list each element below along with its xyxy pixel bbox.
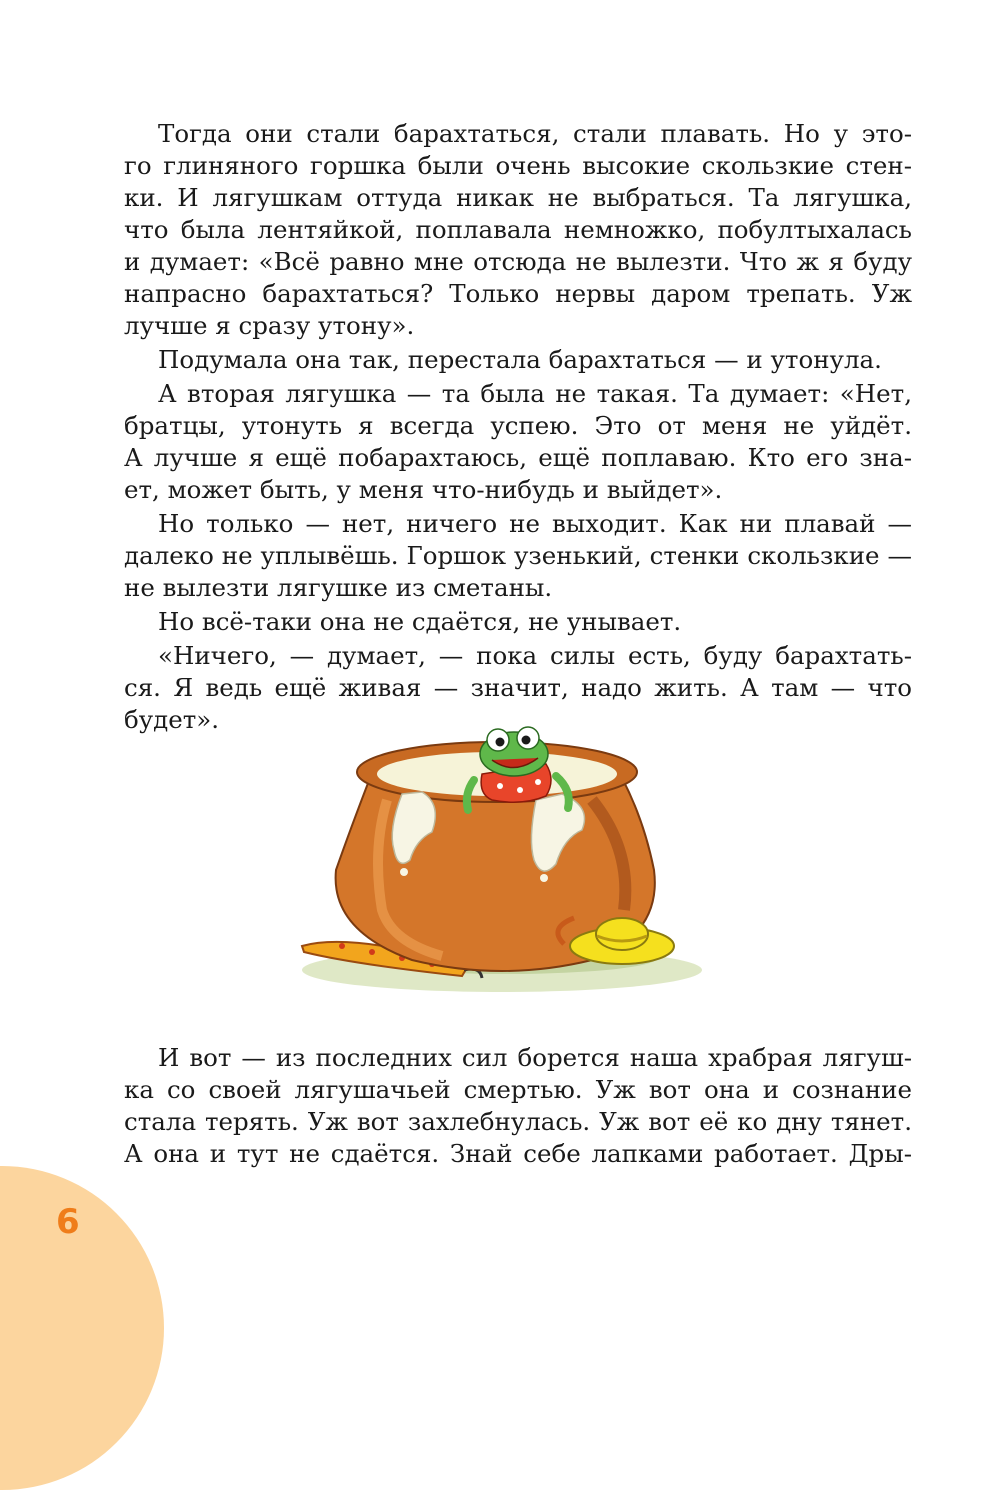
text-line: Но только — нет, ничего не выходит. Как ни плавай — (158, 509, 912, 538)
text-line: И вот — из последних сил борется наша храбрая лягуш- (158, 1043, 912, 1072)
text-line: А она и тут не сдаётся. Знай себе лапками работает. Дры- (124, 1139, 912, 1168)
paragraph (124, 118, 912, 342)
paragraph (124, 378, 912, 506)
text-line: го глиняного горшка были очень высокие скользкие стен- (124, 151, 912, 180)
frog-in-pot-illustration (292, 720, 722, 1010)
text-line: братцы, утонуть я всегда успею. Это от меня не уйдёт. (124, 411, 912, 440)
text-line: не вылезти лягушке из сметаны. (124, 573, 553, 602)
text-line: А вторая лягушка — та была не такая. Та думает: «Нет, (158, 379, 912, 408)
text-line: будет». (124, 705, 220, 734)
text-line: Подумала она так, перестала барахтаться — и утонула. (158, 345, 882, 374)
text-line: напрасно барахтаться? Только нервы даром трепать. Уж (124, 279, 912, 308)
text-line: «Ничего, — думает, — пока силы есть, буду барахтать- (158, 641, 912, 670)
text-line: что была лентяйкой, поплавала немножко, побултыхалась (124, 215, 912, 244)
page-corner-decoration (0, 1166, 164, 1490)
story-text-top (124, 118, 912, 738)
paragraph (124, 606, 912, 638)
text-line: стала терять. Уж вот захлебнулась. Уж вот её ко дну тянет. (124, 1107, 912, 1136)
text-line: ки. И лягушкам оттуда никак не выбраться. Та лягушка, (124, 183, 912, 212)
text-line: Тогда они стали барахтаться, стали плавать. Но у это- (158, 119, 912, 148)
story-text-bottom (124, 1042, 912, 1172)
text-line: Но всё-таки она не сдаётся, не унывает. (158, 607, 682, 636)
paragraph (124, 1042, 912, 1170)
text-line: А лучше я ещё побарахтаюсь, ещё поплаваю. Кто его зна- (124, 443, 912, 472)
text-line: и думает: «Всё равно мне отсюда не вылезти. Что ж я буду (124, 247, 912, 276)
page-number: 6 (56, 1202, 80, 1242)
text-line: ся. Я ведь ещё живая — значит, надо жить. А там — что (124, 673, 912, 702)
paragraph (124, 344, 912, 376)
text-line: далеко не уплывёшь. Горшок узенький, стенки скользкие — (124, 541, 912, 570)
text-line: ка со своей лягушачьей смертью. Уж вот она и сознание (124, 1075, 912, 1104)
text-line: лучше я сразу утону». (124, 311, 415, 340)
text-line: ет, может быть, у меня что-нибудь и выйдет». (124, 475, 723, 504)
paragraph (124, 508, 912, 604)
